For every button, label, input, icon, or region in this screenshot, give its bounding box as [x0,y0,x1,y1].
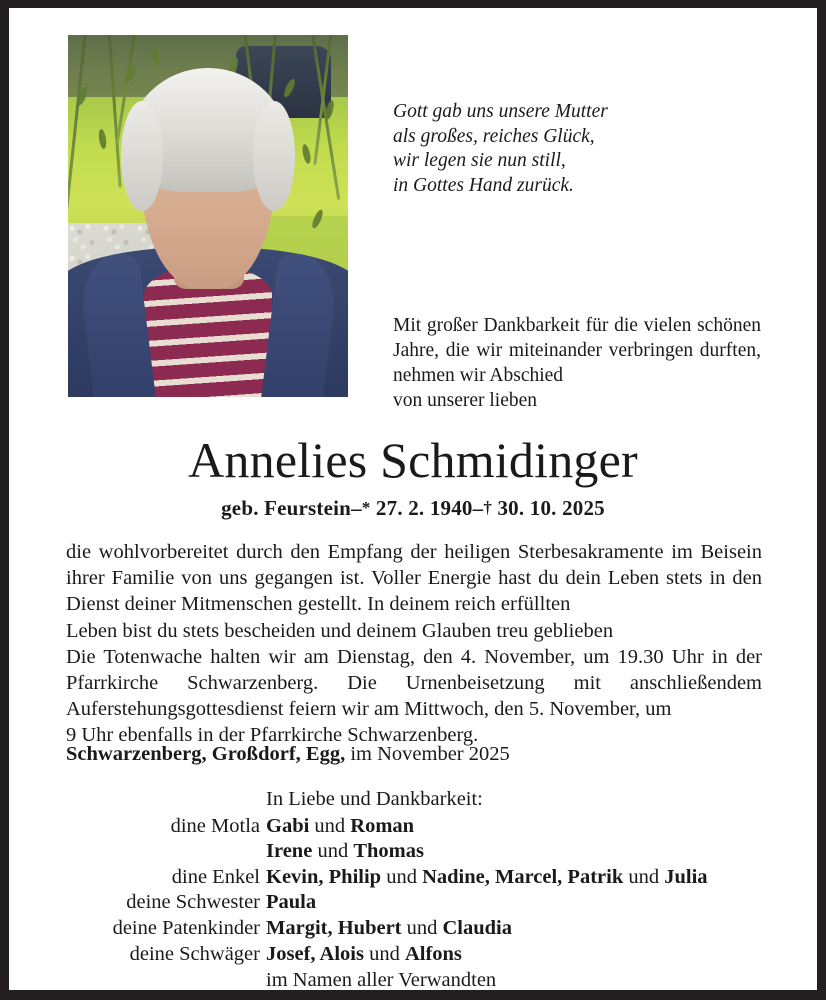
place-names: Schwarzenberg, Großdorf, Egg, [66,743,346,765]
notice-sheet [9,8,817,990]
family-row [9,839,817,865]
portrait-photo [68,35,348,397]
family-relation: deine Patenkinder [112,916,260,939]
verse-line-1: Gott gab uns unsere Mutter [393,101,608,122]
body-paragraph-2-last: 9 Uhr ebenfalls in der Pfarrkirche Schwarzenberg. [66,724,479,747]
family-relation: deine Schwester [126,891,260,914]
birth-date: 27. 2. 1940 [375,496,473,520]
gratitude-paragraph [393,313,761,413]
family-footer: im Namen aller Verwandten [266,969,497,990]
family-relation: dine Motla [170,814,260,837]
family-row [9,865,817,891]
death-cross-icon: † [483,498,493,517]
deceased-name: Annelies Schmidinger [188,432,638,488]
hair-side-left [121,101,163,212]
maiden-name: Feurstein [264,496,352,520]
verse-line-2: als großes, reiches Glück, [393,125,595,147]
body-paragraph-1-last: Leben bist du stets bescheiden und deinem Glauben treu geblieben [66,619,614,642]
family-relation: dine Enkel [171,865,260,888]
death-date: 30. 10. 2025 [497,496,605,520]
photo-figure [68,71,348,397]
birth-star-icon: * [361,498,371,517]
dates-separator-2: – [472,496,484,520]
family-names: Margit, Hubert und Claudia [266,916,512,939]
family-row [9,890,817,916]
gratitude-last-line: von unserer lieben [393,390,538,411]
dates-separator-1: – [351,496,362,520]
verse-line-3: wir legen sie nun still, [393,150,566,171]
top-area [9,8,817,411]
family-names: Gabi und Roman [266,814,415,837]
family-names: Irene und Thomas [266,840,424,863]
family-heading: In Liebe und Dankbarkeit: [266,788,483,810]
family-names: Kevin, Philip und Nadine, Marcel, Patrik und Julia [266,865,708,888]
maiden-name-label: geb. [221,496,259,520]
family-row [9,942,817,968]
surviving-family-list [9,787,817,990]
deceased-dates [9,496,817,521]
family-row [9,916,817,942]
hair-side-right [253,101,295,212]
family-names: Josef, Alois und Alfons [266,942,462,965]
place-and-date-line [66,741,510,767]
obituary-body [66,539,762,749]
verse-line-4: in Gottes Hand zurück. [393,174,574,196]
gratitude-text: Mit großer Dankbarkeit für die vielen schönen Jahre, die wir miteinander verbringen durften, nehmen wir Abschied [393,315,761,386]
photo-scene [68,35,348,397]
family-row [9,814,817,840]
family-names: Paula [266,891,317,914]
body-paragraph-2: Die Totenwache halten wir am Dienstag, den 4. November, um 19.30 Uhr in der Pfarrkirche Schwarzenberg. Die Urnenbeisetzung mit anschließendem Auferstehungsgottesdienst feiern wir am Mittwoch, den 5. November, um [66,645,762,721]
body-paragraph-1: die wohlvorbereitet durch den Empfang der heiligen Sterbesakramente im Beisein ihrer Familie von uns gegangen ist. Voller Energie hast du dein Leben stets in den Dienst deiner Mitmenschen gestellt. In deinem reich erfüllten [66,541,762,616]
memorial-verse [393,100,753,198]
family-relation: deine Schwäger [129,942,260,965]
notice-month: im November 2025 [350,743,510,765]
